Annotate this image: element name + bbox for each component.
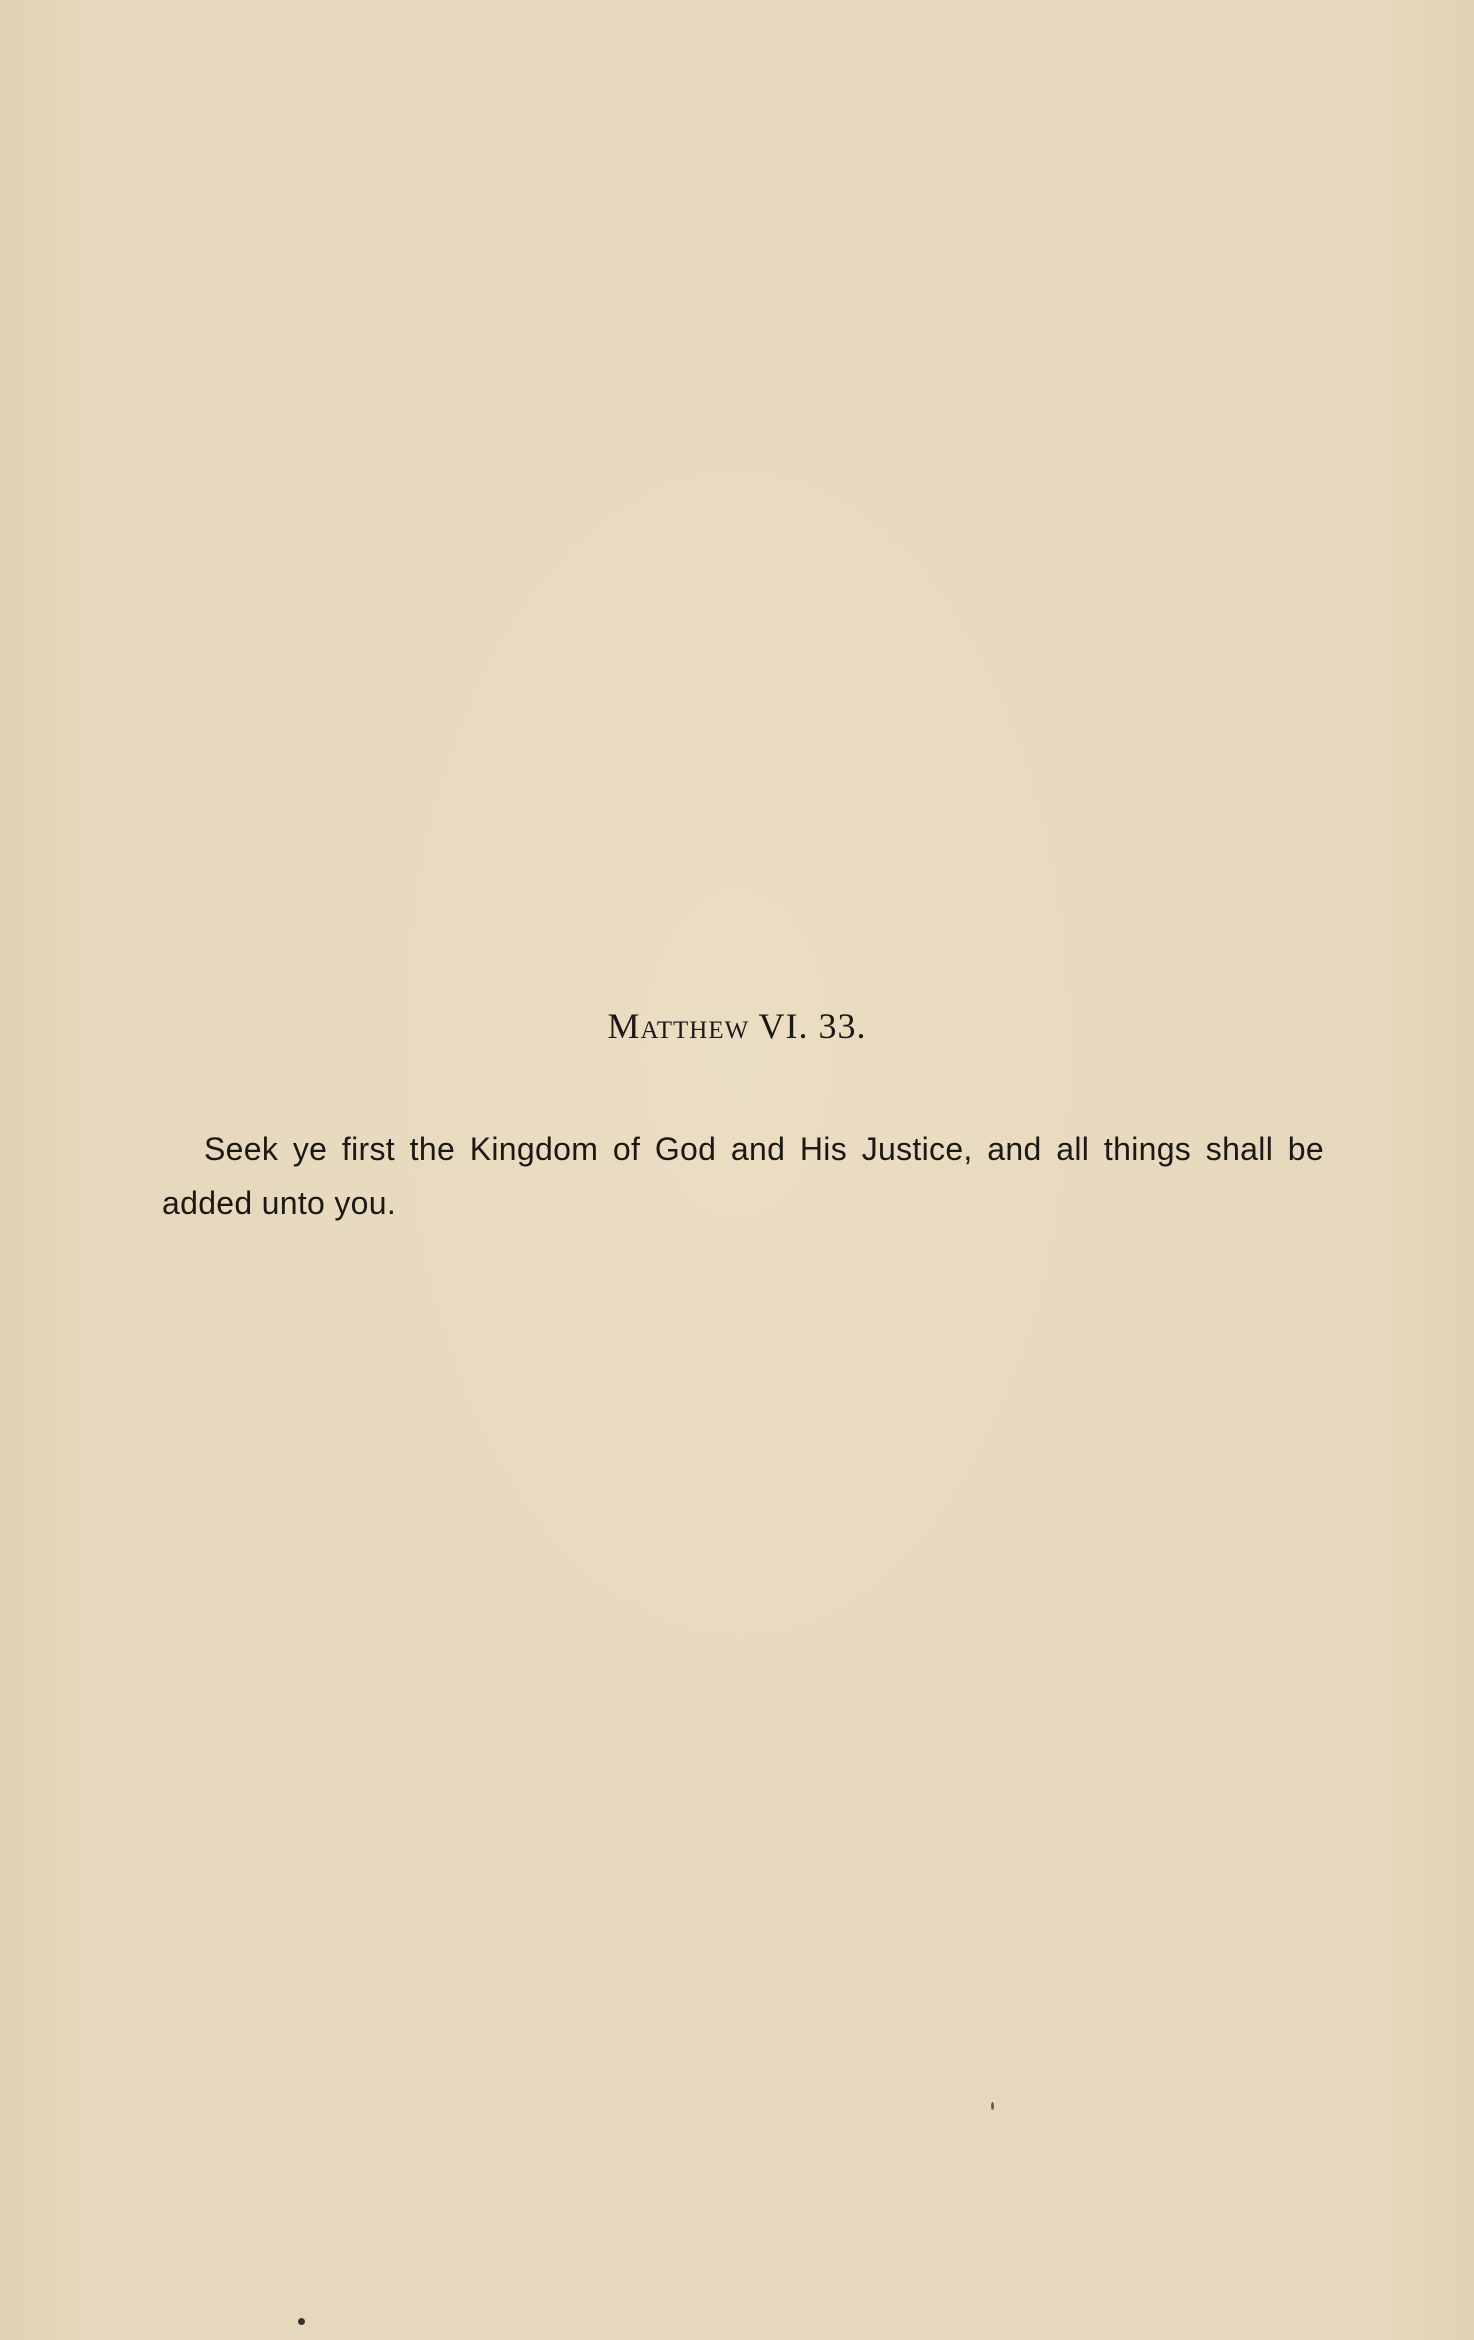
paper-speck bbox=[991, 2102, 994, 2110]
paper-speck bbox=[298, 2318, 305, 2325]
scripture-reference-heading: Matthew VI. 33. bbox=[607, 1006, 867, 1046]
scripture-verse-text: Seek ye first the Kingdom of God and His Justice, and all things shall be added unto you. bbox=[162, 1131, 1324, 1221]
